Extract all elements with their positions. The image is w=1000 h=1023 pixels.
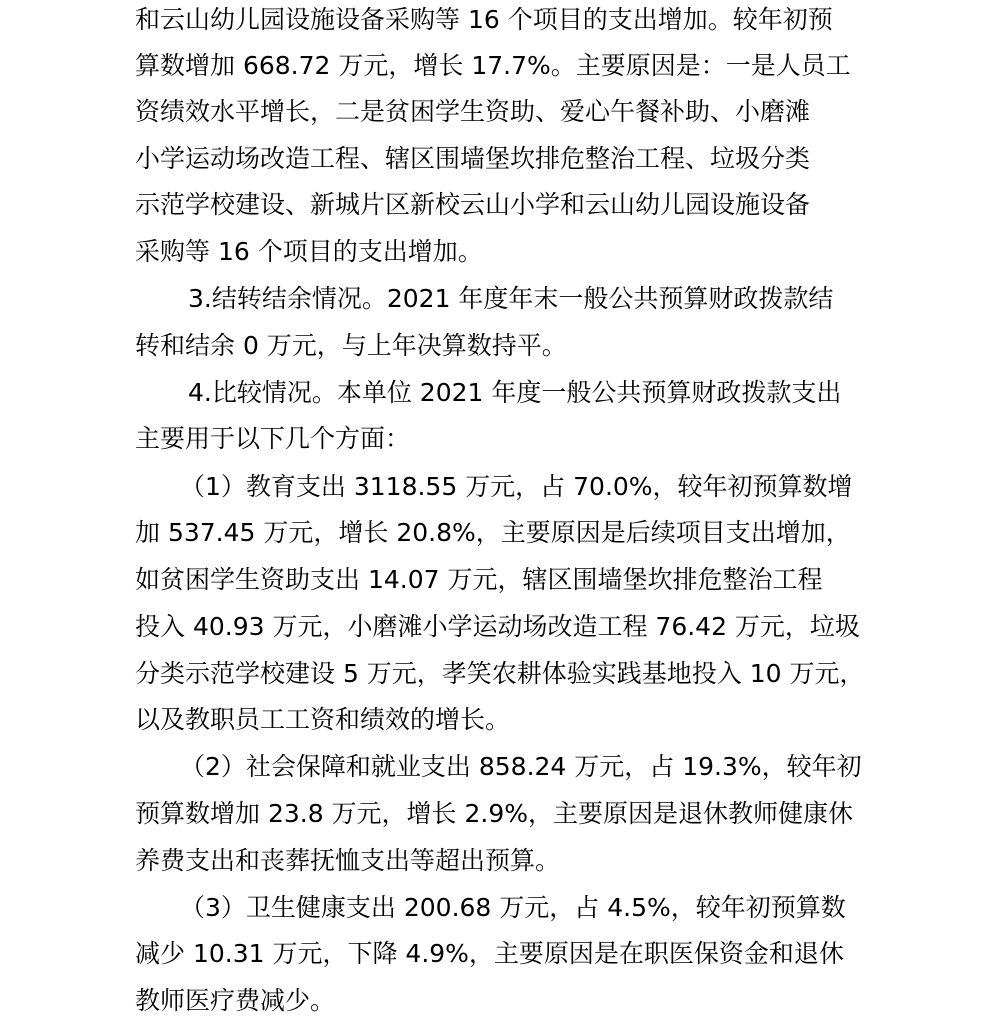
- paragraph-line: 和云山幼儿园设施设备采购等 16 个项目的支出增加。较年初预: [135, 5, 833, 34]
- paragraph-line: 采购等 16 个项目的支出增加。: [135, 237, 483, 266]
- item-education-heading: （1）教育支出 3118.55 万元，占 70.0%，较年初预算数增: [180, 472, 853, 501]
- paragraph-line: 教师医疗费减少。: [135, 986, 336, 1015]
- paragraph-line: 算数增加 668.72 万元，增长 17.7%。主要原因是：一是人员工: [135, 51, 851, 80]
- item-health-heading: （3）卫生健康支出 200.68 万元，占 4.5%，较年初预算数: [180, 893, 846, 922]
- paragraph-line: 投入 40.93 万元，小磨滩小学运动场改造工程 76.42 万元，垃圾: [135, 612, 860, 641]
- paragraph-line: 预算数增加 23.8 万元，增长 2.9%，主要原因是退休教师健康休: [135, 799, 854, 828]
- paragraph-line: 主要用于以下几个方面：: [135, 424, 411, 453]
- paragraph-line: 转和结余 0 万元，与上年决算数持平。: [135, 331, 567, 360]
- paragraph-line: 以及教职员工工资和绩效的增长。: [135, 705, 511, 734]
- paragraph-line: 养费支出和丧葬抚恤支出等超出预算。: [135, 846, 561, 875]
- section-heading-comparison: 4.比较情况。本单位 2021 年度一般公共预算财政拨款支出: [188, 378, 842, 407]
- paragraph-line: 减少 10.31 万元，下降 4.9%，主要原因是在职医保资金和退休: [135, 939, 844, 968]
- paragraph-line: 如贫困学生资助支出 14.07 万元，辖区围墙堡坎排危整治工程: [135, 565, 823, 594]
- paragraph-line: 小学运动场改造工程、辖区围墙堡坎排危整治工程、垃圾分类: [135, 144, 811, 173]
- paragraph-line: 分类示范学校建设 5 万元，孝笑农耕体验实践基地投入 10 万元，: [135, 659, 865, 688]
- paragraph-line: 示范学校建设、新城片区新校云山小学和云山幼儿园设施设备: [135, 190, 811, 219]
- paragraph-line: 加 537.45 万元，增长 20.8%，主要原因是后续项目支出增加，: [135, 518, 851, 547]
- item-social-security-heading: （2）社会保障和就业支出 858.24 万元，占 19.3%，较年初: [180, 752, 862, 781]
- section-heading-carryover: 3.结转结余情况。2021 年度年末一般公共预算财政拨款结: [188, 284, 834, 313]
- paragraph-line: 资绩效水平增长，二是贫困学生资助、爱心午餐补助、小磨滩: [135, 97, 811, 126]
